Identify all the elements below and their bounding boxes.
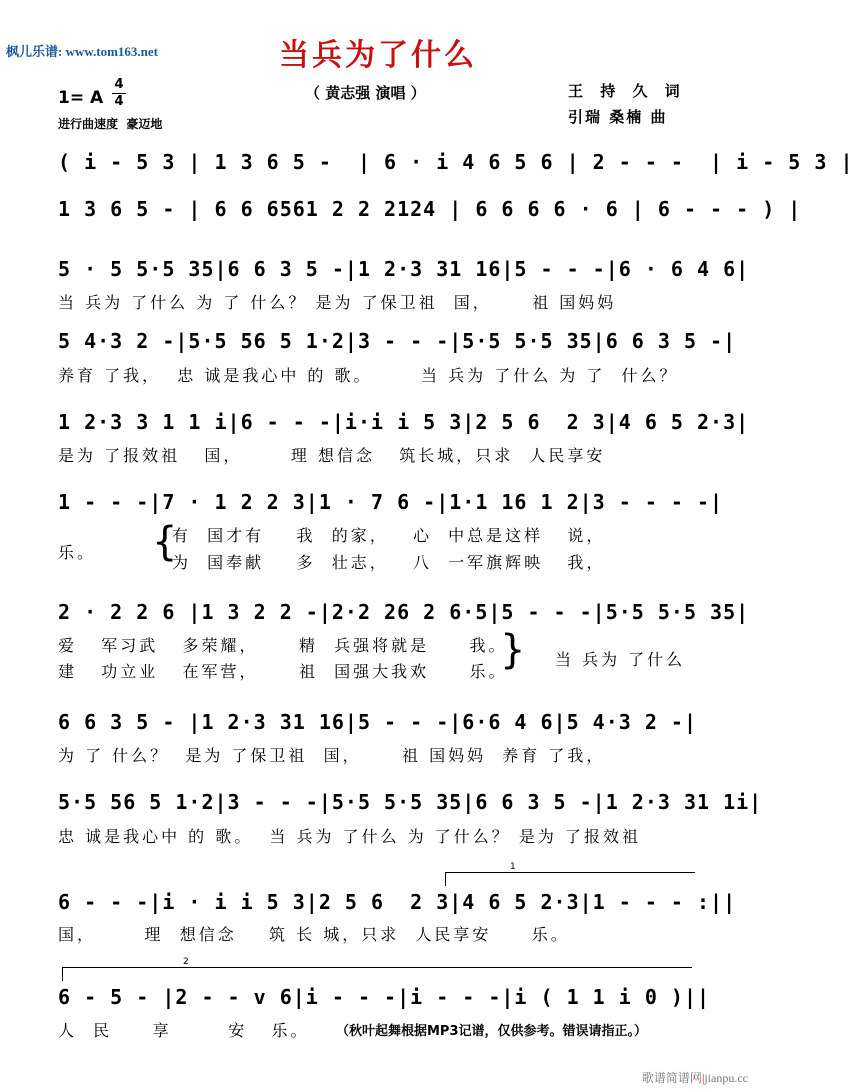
time-signature-top: 4: [114, 77, 124, 92]
notation-line: 2 · 2 2 6 |1 3 2 2 -|2·2 26 2 6·5|5 - - -|5·5 5·5 35|: [58, 600, 750, 624]
notation-line: 6 - 5 - |2 - - v 6|i - - -|i - - -|i ( 1 1 i 0 )||: [58, 985, 711, 1009]
singer-credit: （ 黄志强 演唱 ）: [305, 84, 426, 102]
notation-line: ( i - 5 3 | 1 3 6 5 - | 6 · i 4 6 5 6 | 2 - - - | i - 5 3 |: [58, 150, 854, 174]
notation-line: 6 6 3 5 - |1 2·3 31 16|5 - - -|6·6 4 6|5 4·3 2 -|: [58, 710, 698, 734]
notation-line: 1 3 6 5 - | 6 6 6561 2 2 2124 | 6 6 6 6 · 6 | 6 - - - ) |: [58, 197, 802, 221]
lyric-line: 为 了 什么？ 是为 了保卫祖 国， 祖 国妈妈 养育 了我，: [58, 746, 606, 765]
transcriber-note: （秋叶起舞根据MP3记谱，仅供参考。错误请指正。）: [336, 1024, 648, 1039]
verse-two-lyric: 为 国奉献 多 壮志， 八 一军旗辉映 我，: [172, 553, 606, 572]
volta-bracket-one: [445, 872, 695, 873]
volta-number-one: 1: [510, 862, 516, 872]
lyric-line: 忠 诚是我心中 的 歌。 当 兵为 了什么 为 了什么？ 是为 了报效祖: [58, 827, 641, 846]
lyric-line: 国， 理 想信念 筑 长 城，只求 人民享安 乐。: [58, 925, 570, 944]
page-title: 当兵为了什么: [279, 38, 477, 73]
notation-line: 6 - - -|i · i i 5 3|2 5 6 2 3|4 6 5 2·3|1 - - - :||: [58, 890, 737, 914]
time-signature: [112, 78, 126, 109]
volta-bracket-two-edge: [62, 967, 63, 981]
key-signature: 1= A: [58, 88, 104, 108]
lyric-line: 是为 了报效祖 国， 理 想信念 筑长城，只求 人民享安: [58, 446, 606, 465]
notation-line: 5 · 5 5·5 35|6 6 3 5 -|1 2·3 31 16|5 - - -|6 · 6 4 6|: [58, 257, 750, 281]
composer-credit: 引瑞 桑楠 曲: [568, 108, 668, 126]
verse-one-lyric: 有 国才有 我 的家， 心 中总是这样 说，: [172, 526, 606, 545]
footer-separator: |: [701, 1071, 705, 1085]
time-signature-bottom: 4: [114, 94, 124, 109]
footer-domain: jianpu.cc: [704, 1071, 748, 1085]
footer-site: 歌谱简谱网: [641, 1071, 702, 1085]
verse-two-lyric: 建 功立业 在军营， 祖 国强大我欢 乐。: [58, 662, 508, 681]
volta-bracket-one-edge: [445, 872, 446, 886]
site-label: 枫儿乐谱: www.tom163.net: [6, 44, 159, 59]
lyric-line: 乐。: [58, 543, 97, 562]
verse-brace-left: {: [152, 519, 178, 565]
lyric-line: 养育 了我， 忠 诚是我心中 的 歌。 当 兵为 了什么 为 了 什么？: [58, 366, 679, 385]
lyric-line: 当 兵为 了什么: [555, 650, 686, 669]
notation-line: 1 - - -|7 · 1 2 2 3|1 · 7 6 -|1·1 16 1 2|3 - - - -|: [58, 490, 724, 514]
notation-line: 5·5 56 5 1·2|3 - - -|5·5 5·5 35|6 6 3 5 -|1 2·3 31 1i|: [58, 790, 763, 814]
lyric-line: 当 兵为 了什么 为 了 什么？ 是为 了保卫祖 国， 祖 国妈妈: [58, 293, 617, 312]
volta-number-two: 2: [183, 957, 189, 967]
tempo-marking: 进行曲速度 豪迈地: [58, 117, 163, 131]
notation-line: 1 2·3 3 1 1 i|6 - - -|i·i i 5 3|2 5 6 2 3|4 6 5 2·3|: [58, 410, 750, 434]
verse-brace-right: }: [500, 627, 526, 673]
volta-bracket-two: [62, 967, 692, 968]
footer-watermark: [642, 1069, 748, 1086]
verse-one-lyric: 爱 军习武 多荣耀， 精 兵强将就是 我。: [58, 636, 508, 655]
notation-line: 5 4·3 2 -|5·5 56 5 1·2|3 - - -|5·5 5·5 35|6 6 3 5 -|: [58, 329, 737, 353]
lyricist-credit: 王 持 久 词: [568, 82, 686, 100]
lyric-line: 人 民 享 安 乐。: [58, 1021, 310, 1040]
